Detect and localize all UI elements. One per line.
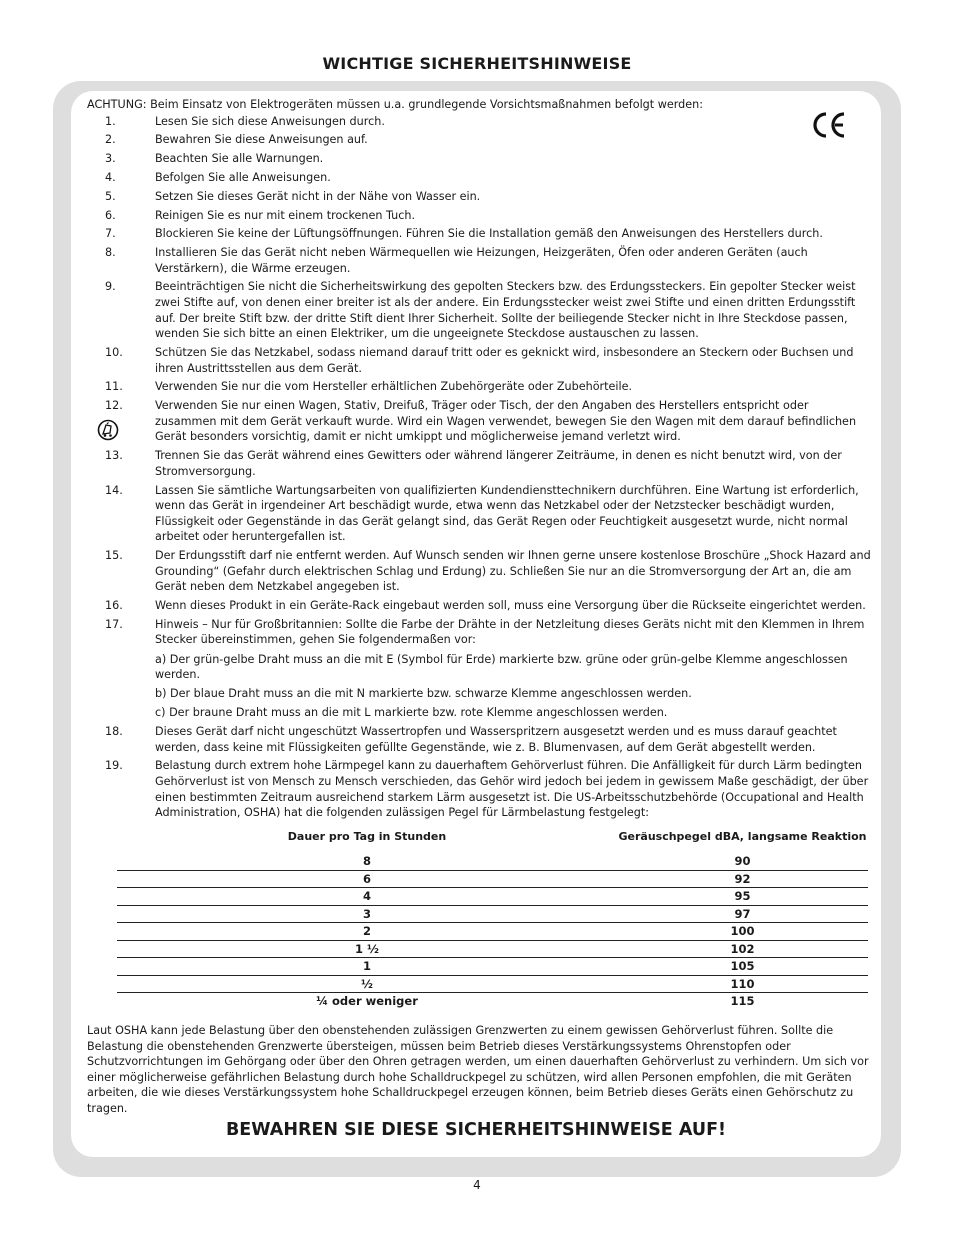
osha-closing-paragraph: Laut OSHA kann jede Belastung über den obenstehenden zulässigen Grenzwerten zu einem gewissen Gehörverlust führen. Sollte die Belastung die obenstehenden Grenzwerte übersteigen, müssen beim Betrieb dieses Verstärkungssystems Ohrenstopfen oder Schutzvorrichtungen im Gehörgang oder über den Ohren getragen werden, um einen dauerhaften Gehörverlust zu verhindern. Um sich vor einer möglicherweise gefährlichen Belastung durch hohe Schalldruckpegel zu schützen, wird allen Personen empfohlen, die mit Geräten arbeiten, die wie dieses Verstärkungssystem hohe Schalldruckpegel erzeugen können, beim Betrieb dieses Geräts einen Gehörschutz zu tragen. xyxy=(87,1024,869,1115)
wiring-note-brown: c) Der braune Draht muss an die mit L markierte bzw. rote Klemme angeschlossen werden. xyxy=(155,706,668,720)
cart-tip-over-warning-icon xyxy=(97,419,119,441)
page-title: WICHTIGE SICHERHEITSHINWEISE xyxy=(322,54,632,73)
list-item: 16. Wenn dieses Produkt in ein Geräte-Rack eingebaut werden soll, muss eine Versorgung über die Rückseite eingerichtet werden. xyxy=(105,599,866,613)
list-item: 10. Schützen Sie das Netzkabel, sodass niemand darauf tritt oder es geknickt wird, insbesondere an Steckern oder Buchsen und ihren Austrittsstellen aus dem Gerät. xyxy=(105,346,854,375)
ce-mark-icon xyxy=(810,110,848,140)
table-row: ½ 110 xyxy=(117,975,868,993)
wiring-note-blue: b) Der blaue Draht muss an die mit N markierte bzw. schwarze Klemme angeschlossen werden. xyxy=(155,687,692,701)
save-instructions-heading: BEWAHREN SIE DIESE SICHERHEITSHINWEISE AUF! xyxy=(225,1120,727,1140)
list-item: 7. Blockieren Sie keine der Lüftungsöffnungen. Führen Sie die Installation gemäß den Anweisungen des Herstellers durch. xyxy=(105,227,823,241)
table-row: 4 95 xyxy=(117,888,868,906)
table-row: 1 105 xyxy=(117,958,868,976)
page-number: 4 xyxy=(473,1178,481,1192)
list-item: 4. Befolgen Sie alle Anweisungen. xyxy=(105,170,331,184)
table-row: 6 92 xyxy=(117,870,868,888)
table-row: ¼ oder weniger 115 xyxy=(316,994,755,1009)
table-row: 2 100 xyxy=(117,923,868,941)
safety-instructions xyxy=(87,97,872,824)
list-item: 1. Lesen Sie sich diese Anweisungen durch. xyxy=(105,114,385,128)
list-item: 14. Lassen Sie sämtliche Wartungsarbeiten von qualifizierten Kundendiensttechnikern durchführen. Eine Wartung ist erforderlich, wenn das Gerät in irgendeiner Art beschädigt wurde, etwa wenn das Netzkabel oder der Netzstecker beschädigt wurden, Flüssigkeit oder Gegenstände in das Gerät gelangt sind, das Gerät Regen oder Feuchtigkeit ausgesetzt wurde, nicht normal arbeitet oder heruntergefallen ist. xyxy=(105,483,859,544)
column-header-level: Geräuschpegel dBA, langsame Reaktion xyxy=(618,830,867,843)
list-item: 15. Der Erdungsstift darf nie entfernt werden. Auf Wunsch senden wir Ihnen gerne unsere kostenlose Broschüre „Shock Hazard and Grounding“ (Gefahr durch elektrischen Schlag und Erdung) zu. Schließen Sie nur an die Stromversorgung der Art an, die am Gerät neben dem Netzkabel angegeben ist. xyxy=(105,549,871,594)
table-row: 1 ½ 102 xyxy=(117,940,868,958)
list-item: 3. Beachten Sie alle Warnungen. xyxy=(105,152,324,166)
wiring-note-green-yellow: a) Der grün-gelbe Draht muss an die mit E (Symbol für Erde) markierte bzw. grüne oder grün-gelbe Klemme angeschlossen werden. xyxy=(155,652,848,682)
list-item: 12. Verwenden Sie nur einen Wagen, Stativ, Dreifuß, Träger oder Tisch, der den Angaben des Herstellers entspricht oder zusammen mit dem Gerät verkauft wurde. Wird ein Wagen verwendet, bewegen Sie den Wagen mit dem darauf befindlichen Gerät besonders vorsichtig, damit er nicht umkippt und möglicherweise jemand verletzt wird. xyxy=(105,399,857,444)
table-row: 3 97 xyxy=(117,905,868,923)
list-item: 6. Reinigen Sie es nur mit einem trockenen Tuch. xyxy=(105,208,416,222)
osha-noise-table xyxy=(117,830,868,1010)
list-item: 17. Hinweis – Nur für Großbritannien: Sollte die Farbe der Drähte in der Netzleitung dieses Geräts nicht mit den Klemmen in Ihrem Stecker übereinstimmen, gehen Sie folgendermaßen vor: a) Der grün-gelbe Draht muss an die mit E (Symbol für Erde) markierte bzw. grüne oder grün-gelbe Klemme angeschlossen werden. b) Der blaue Draht muss an die mit N markierte bzw. schwarze Klemme angeschlossen werden. c) Der braune Draht muss an die mit L markierte bzw. rote Klemme angeschlossen werden. xyxy=(87,617,872,721)
list-item: 9. Beeinträchtigen Sie nicht die Sicherheitswirkung des gepolten Steckers bzw. des Erdungssteckers. Ein gepolter Stecker weist zwei Stifte auf, von denen einer breiter ist als der andere. Ein Erdungsstecker weist zwei Stifte und einen dritten Erdungsstift auf. Der breite Stift bzw. der dritte Stift dient Ihrer Sicherheit. Sollte der beiliegende Stecker nicht in Ihre Steckdose passen, wenden Sie sich bitte an einen Elektriker, um die ungeeignete Steckdose austauschen zu lassen. xyxy=(105,280,856,341)
instruction-list xyxy=(87,114,872,821)
list-item: 18. Dieses Gerät darf nicht ungeschützt Wassertropfen und Wasserspritzern ausgesetzt werden und es muss darauf geachtet werden, dass keine mit Flüssigkeiten gefüllte Gegenstände, wie z. B. Blumenvasen, auf dem Gerät abgestellt werden. xyxy=(105,725,837,754)
list-item: 2. Bewahren Sie diese Anweisungen auf. xyxy=(105,133,368,147)
table-row: 8 90 xyxy=(117,853,868,870)
list-item: 11. Verwenden Sie nur die vom Hersteller erhältlichen Zubehörgeräte oder Zubehörteile. xyxy=(105,380,633,394)
list-item: 8. Installieren Sie das Gerät nicht neben Wärmequellen wie Heizungen, Heizgeräten, Öfen oder anderen Geräten (auch Verstärkern), die Wärme erzeugen. xyxy=(105,246,808,275)
list-item: 13. Trennen Sie das Gerät während eines Gewitters oder während längerer Zeiträume, in denen es nicht benutzt wird, von der Stromversorgung. xyxy=(105,449,842,478)
column-header-duration: Dauer pro Tag in Stunden xyxy=(287,830,447,843)
list-item: 19. Belastung durch extrem hohe Lärmpegel kann zu dauerhaftem Gehörverlust führen. Die Anfälligkeit für durch Lärm bedingten Gehörverlust ist von Mensch zu Mensch verschieden, das Gehör wird jedoch bei jedem in gewissem Maße geschädigt, der über einen bestimmten Zeitraum ausreichend starkem Lärm ausgesetzt ist. Die US-Arbeitsschutzbehörde (Occupational and Health Administration, OSHA) hat die folgenden zulässigen Pegel für Lärmbelastung festgelegt: xyxy=(105,759,869,820)
list-item: 5. Setzen Sie dieses Gerät nicht in der Nähe von Wasser ein. xyxy=(105,189,481,203)
intro-warning: ACHTUNG: Beim Einsatz von Elektrogeräten müssen u.a. grundlegende Vorsichtsmaßnahmen befolgt werden: xyxy=(87,98,704,111)
